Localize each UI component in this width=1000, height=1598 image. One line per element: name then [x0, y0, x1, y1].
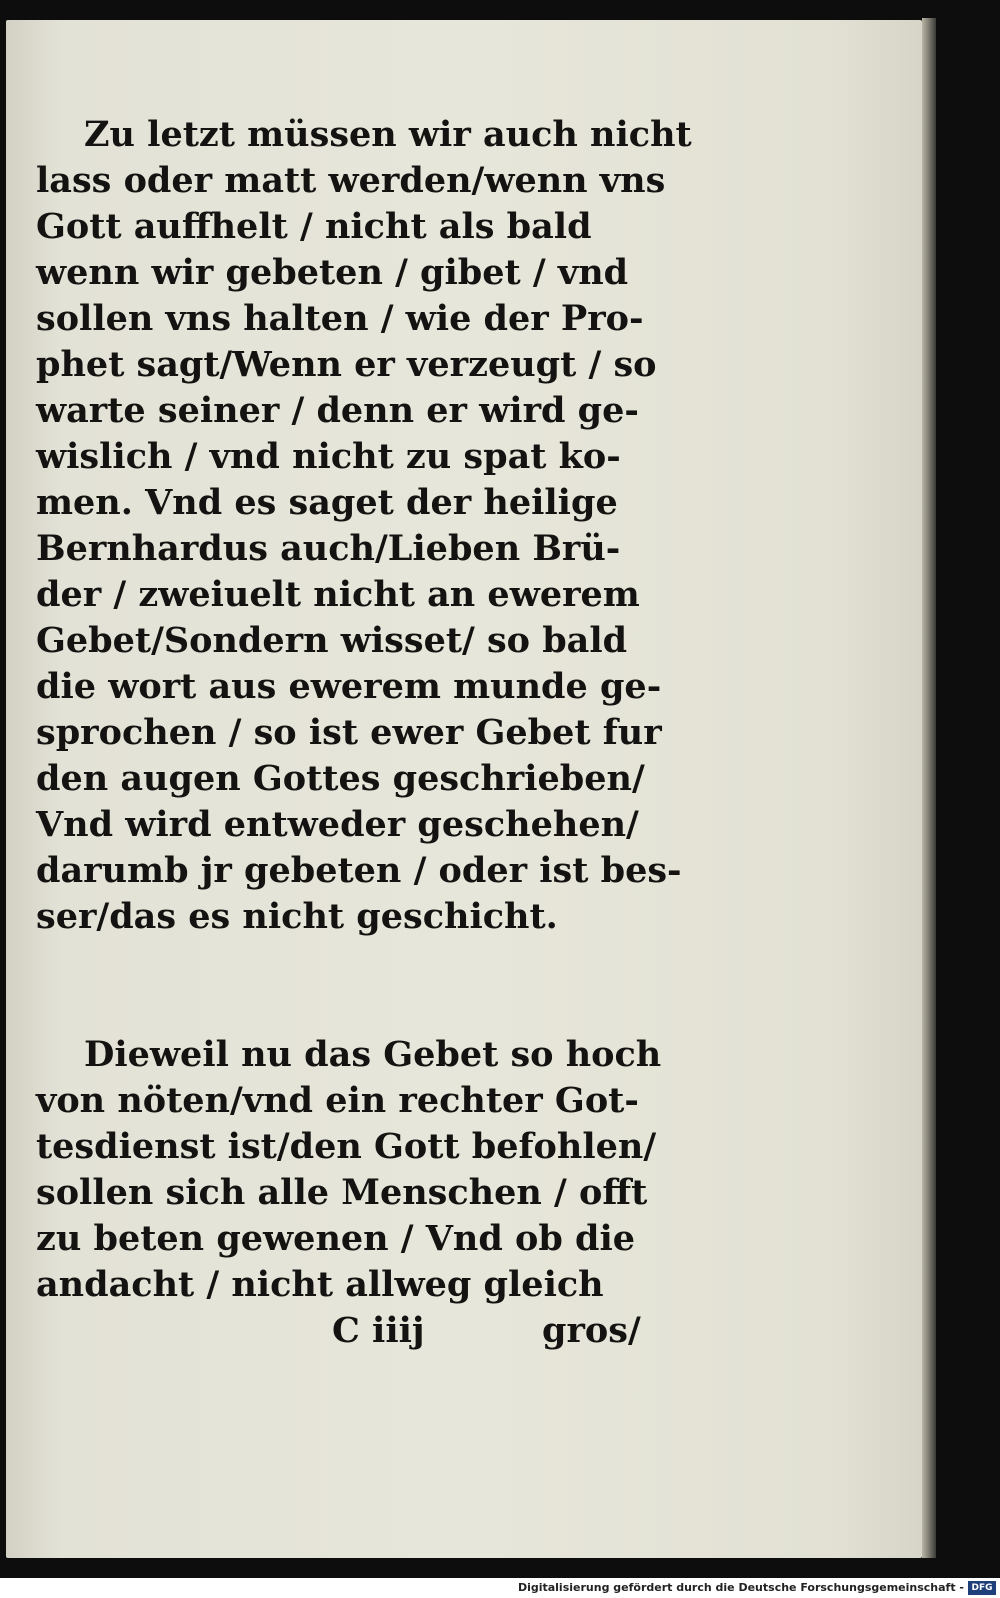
- text-line: Gott auffhelt / nicht als bald: [36, 206, 592, 247]
- text-line: ser/das es nicht geschicht.: [36, 896, 558, 937]
- text-line: darumb jr gebeten / oder ist bes-: [36, 850, 682, 891]
- digitization-footer: [0, 1578, 1000, 1598]
- page-text: [36, 112, 692, 1354]
- text-line: der / zweiuelt nicht an ewerem: [36, 574, 640, 615]
- signature-line: [36, 1308, 686, 1354]
- text-line: die wort aus ewerem munde ge-: [36, 666, 662, 707]
- footer-credit: Digitalisierung gefördert durch die Deutsche Forschungsgemeinschaft -: [517, 1581, 964, 1594]
- text-line: men. Vnd es saget der heilige: [36, 482, 618, 523]
- text-line: Vnd wird entweder geschehen/: [36, 804, 639, 845]
- text-line: Bernhardus auch/Lieben Brü-: [36, 528, 621, 569]
- text-line: von nöten/vnd ein rechter Got-: [36, 1080, 639, 1121]
- page-edge: [922, 18, 936, 1558]
- text-line: sollen sich alle Menschen / offt: [36, 1172, 648, 1213]
- text-line: zu beten gewenen / Vnd ob die: [36, 1218, 636, 1259]
- text-line: phet sagt/Wenn er verzeugt / so: [36, 344, 657, 385]
- paragraph-gap: [36, 940, 686, 1032]
- text-line: andacht / nicht allweg gleich: [36, 1264, 604, 1305]
- text-line: sprochen / so ist ewer Gebet fur: [36, 712, 662, 753]
- text-line: wenn wir gebeten / gibet / vnd: [36, 252, 629, 293]
- text-line: Dieweil nu das Gebet so hoch: [84, 1034, 662, 1075]
- text-line: lass oder matt werden/wenn vns: [36, 160, 666, 201]
- catchword: gros/: [542, 1310, 641, 1351]
- text-line: sollen vns halten / wie der Pro-: [36, 298, 644, 339]
- text-line: warte seiner / denn er wird ge-: [36, 390, 639, 431]
- text-line: den augen Gottes geschrieben/: [36, 758, 645, 799]
- text-line: wislich / vnd nicht zu spat ko-: [36, 436, 621, 477]
- text-line: Gebet/Sondern wisset/ so bald: [36, 620, 628, 661]
- text-line: Zu letzt müssen wir auch nicht: [84, 114, 692, 155]
- dfg-logo: DFG: [968, 1581, 996, 1595]
- signature-mark: C iiij: [332, 1310, 425, 1351]
- text-line: tesdienst ist/den Gott befohlen/: [36, 1126, 657, 1167]
